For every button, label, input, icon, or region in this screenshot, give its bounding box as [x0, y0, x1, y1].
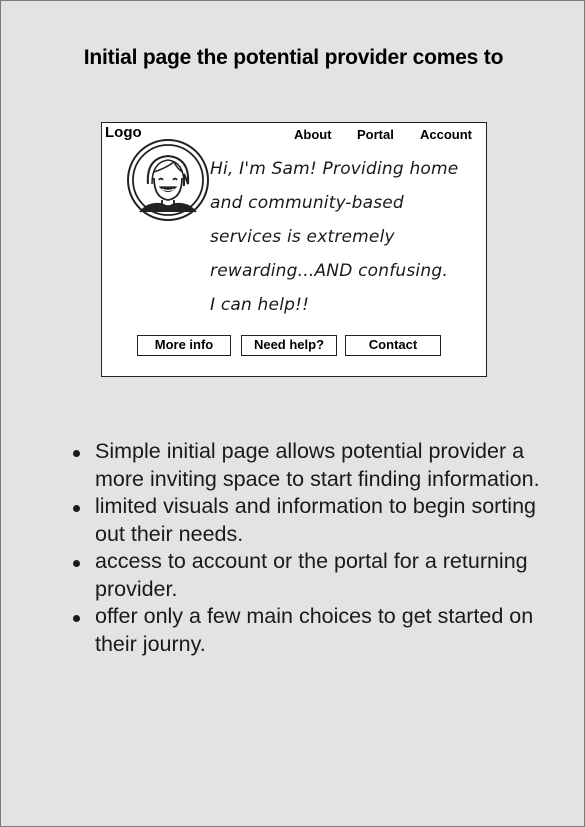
slide-title: Initial page the potential provider comes to: [83, 46, 504, 69]
speech-line: rewarding...AND confusing.: [210, 261, 448, 281]
logo-placeholder: Logo: [105, 124, 142, 141]
nav-portal-link[interactable]: Portal: [357, 127, 394, 142]
avatar-icon: [126, 138, 210, 222]
speech-line: and community-based: [210, 193, 404, 213]
list-item: access to account or the portal for a returning provider.: [73, 548, 563, 603]
speech-line: I can help!!: [210, 295, 310, 315]
need-help-button[interactable]: Need help?: [241, 335, 337, 356]
nav-about-link[interactable]: About: [294, 127, 332, 142]
list-item: Simple initial page allows potential provider a more inviting space to start finding information.: [73, 438, 563, 493]
speech-line: services is extremely: [210, 227, 395, 247]
list-item: limited visuals and information to begin sorting out their needs.: [73, 493, 563, 548]
contact-button[interactable]: Contact: [345, 335, 441, 356]
wireframe-mockup: [101, 122, 487, 377]
speech-text: [210, 152, 485, 322]
more-info-button[interactable]: More info: [137, 335, 231, 356]
nav-account-link[interactable]: Account: [420, 127, 472, 142]
notes-list: [73, 438, 563, 658]
speech-line: Hi, I'm Sam! Providing home: [210, 159, 459, 179]
list-item: offer only a few main choices to get started on their journy.: [73, 603, 563, 658]
